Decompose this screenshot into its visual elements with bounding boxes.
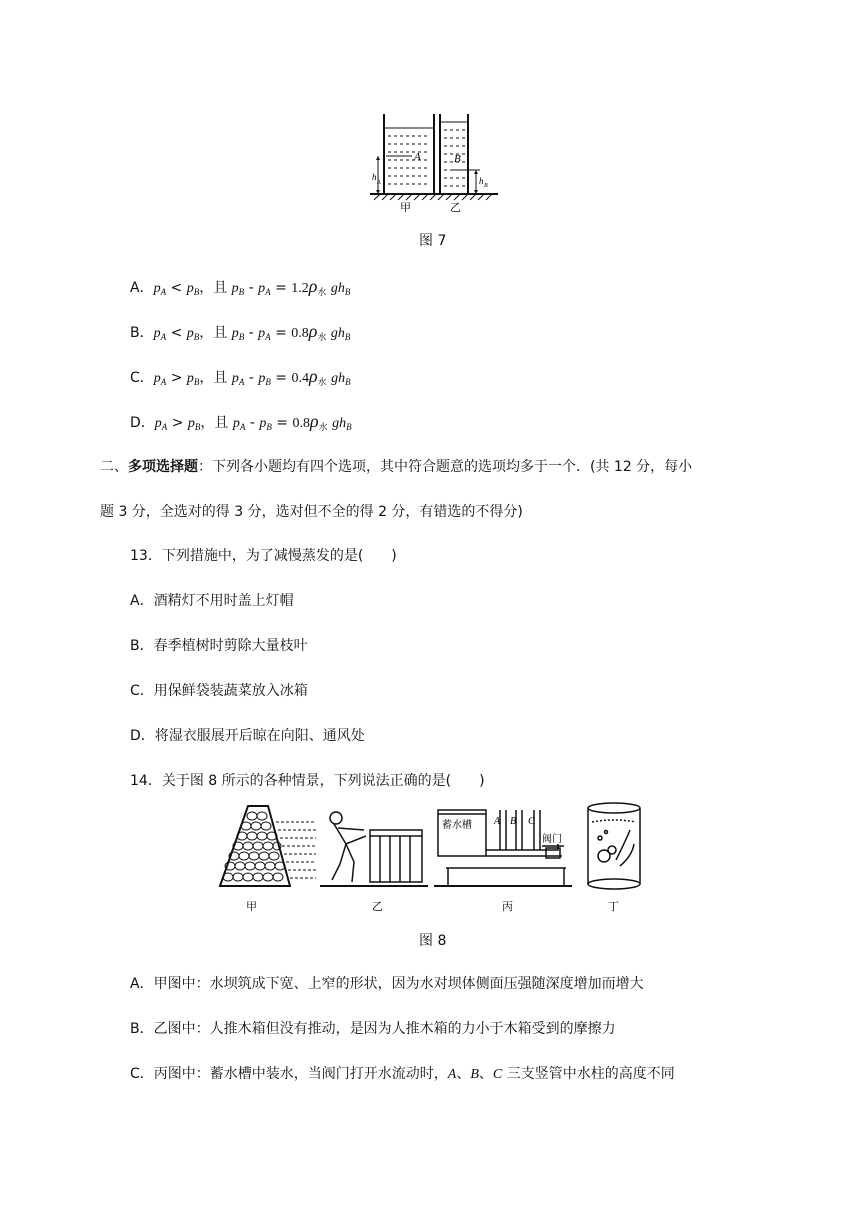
q14-option-a: A．甲图中：水坝筑成下宽、上窄的形状，因为水对坝体侧面压强随深度增加而增大 (130, 976, 644, 992)
fig8-label-bing: 丙 (502, 900, 513, 913)
label-tube-A: A (494, 816, 501, 827)
figure-7 (368, 110, 500, 214)
label-hB: h (479, 176, 484, 186)
label-hA-sub: A (377, 180, 381, 186)
section2-heading: 二、多项选择题：下列各小题均有四个选项，其中符合题意的选项均多于一个．(共 12 分，每小 (100, 459, 693, 475)
label-hA: h (372, 172, 377, 182)
figure-8-dam (220, 806, 316, 886)
q13-option-a: A．酒精灯不用时盖上灯帽 (130, 593, 294, 609)
q12-option-a: A．$p_A < p_B$，且 $p_B - p_A = 1.2\rho_水$ $gh_B$ (130, 276, 351, 298)
section2-heading-cont: 题 3 分，全选对的得 3 分，选对但不全的得 2 分，有错选的不得分) (100, 504, 523, 520)
label-yi: 乙 (450, 202, 461, 214)
q14-option-b: B．乙图中：人推木箱但没有推动，是因为人推木箱的力小于木箱受到的摩擦力 (130, 1021, 616, 1037)
q14-option-c: C．丙图中：蓄水槽中装水，当阀门打开水流动时，A、B、C 三支竖管中水柱的高度不同 (130, 1066, 675, 1082)
fig8-label-ding: 丁 (608, 900, 619, 913)
q13-option-c: C．用保鲜袋装蔬菜放入冰箱 (130, 683, 308, 699)
figure-7-caption: 图 7 (419, 233, 447, 249)
q13-option-d: D．将湿衣服展开后晾在向阳、通风处 (130, 728, 365, 744)
fig8-label-yi: 乙 (372, 900, 383, 913)
label-A: A (414, 151, 421, 163)
label-tank: 蓄水槽 (442, 820, 472, 831)
q13-stem: 13．下列措施中，为了减慢蒸发的是( ) (130, 548, 397, 564)
label-tube-C: C (528, 816, 535, 827)
label-hB-sub: B (484, 183, 488, 189)
q13-option-b: B．春季植树时剪除大量枝叶 (130, 638, 308, 654)
fig8-label-jia: 甲 (246, 900, 257, 913)
figure-8-fish-tank (588, 803, 640, 889)
label-tube-B: B (510, 816, 517, 827)
figure-8-caption: 图 8 (419, 933, 447, 949)
label-B: B (454, 153, 461, 165)
label-jia: 甲 (400, 202, 411, 214)
figure-8 (216, 800, 648, 916)
q12-option-c: C．$p_A > p_B$，且 $p_A - p_B = 0.4\rho_水$ $gh_B$ (130, 366, 351, 388)
figure-8-person-box (320, 812, 428, 886)
q12-option-d: D．$p_A > p_B$，且 $p_A - p_B = 0.8\rho_水$ $gh_B$ (130, 411, 352, 433)
label-valve: 阀门 (542, 834, 562, 845)
q12-option-b: B．$p_A < p_B$，且 $p_B - p_A = 0.8\rho_水$ $gh_B$ (130, 321, 351, 343)
q14-stem: 14．关于图 8 所示的各种情景，下列说法正确的是( ) (130, 773, 485, 789)
